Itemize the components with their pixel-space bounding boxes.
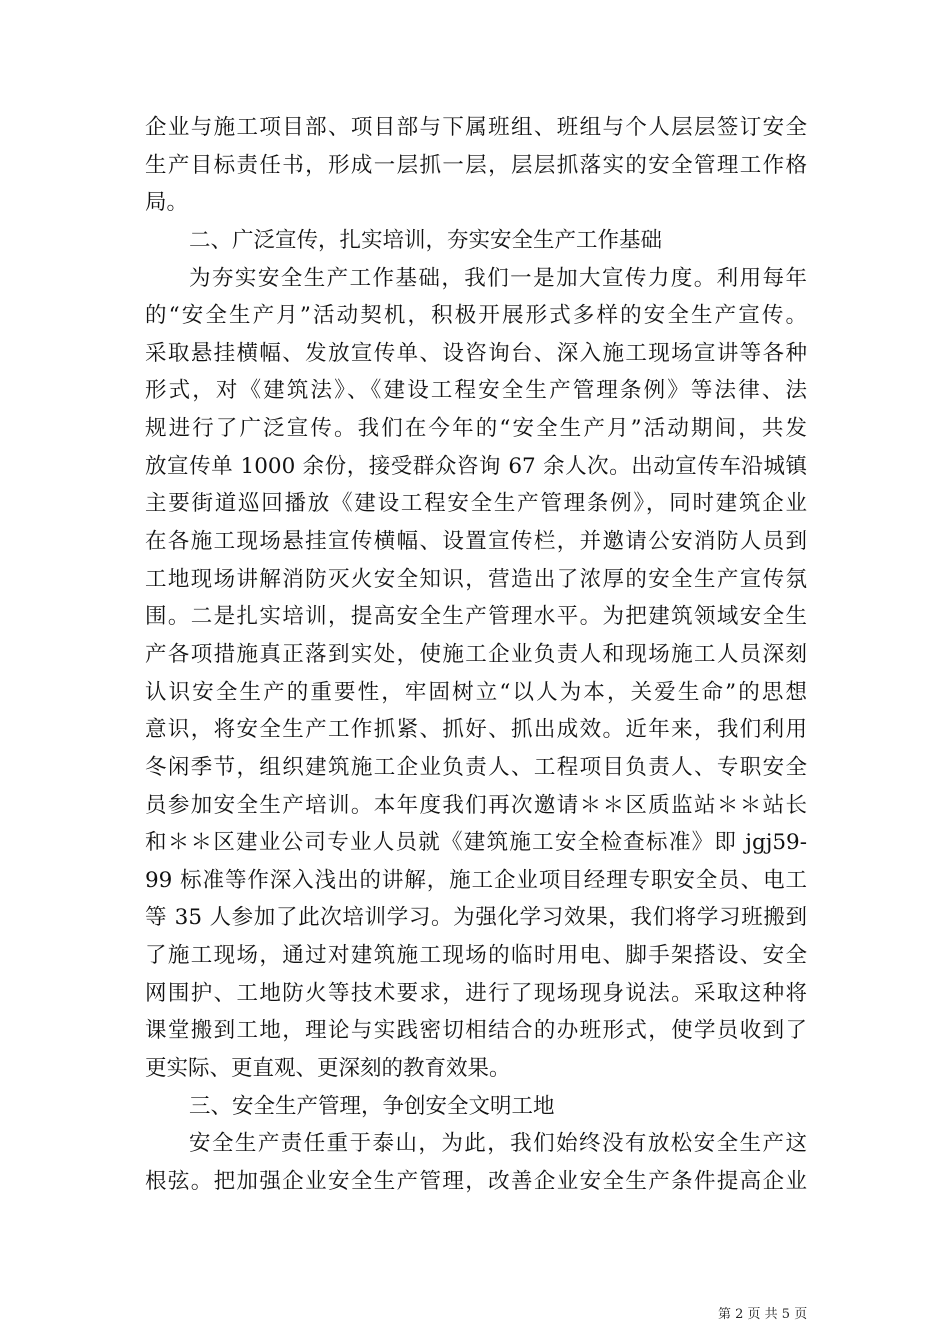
text-line: 员参加安全生产培训。本年度我们再次邀请＊＊区质监站＊＊站长 xyxy=(145,792,807,818)
text-line: 了施工现场，通过对建筑施工现场的临时用电、脚手架搭设、安全 xyxy=(145,943,807,969)
text-line: 生产目标责任书，形成一层抓一层，层层抓落实的安全管理工作格 xyxy=(145,152,807,178)
text-line: 放宣传单 1000 余份，接受群众咨询 67 余人次。出动宣传车沿城镇 xyxy=(145,453,807,479)
page-number: 第 2 页 共 5 页 xyxy=(718,1307,808,1322)
text-line: 主要街道巡回播放《建设工程安全生产管理条例》，同时建筑企业 xyxy=(145,491,807,517)
text-line: 采取悬挂横幅、发放宣传单、设咨询台、深入施工现场宣讲等各种 xyxy=(145,340,807,366)
text-line: 等 35 人参加了此次培训学习。为强化学习效果，我们将学习班搬到 xyxy=(145,905,807,931)
text-line: 规进行了广泛宣传。我们在今年的“安全生产月”活动期间，共发 xyxy=(145,416,807,442)
document-body xyxy=(145,109,807,1201)
text-line: 围。二是扎实培训，提高安全生产管理水平。为把建筑领域安全生 xyxy=(145,604,807,630)
text-line: 意识，将安全生产工作抓紧、抓好、抓出成效。近年来，我们利用 xyxy=(145,717,807,743)
text-line: 工地现场讲解消防灭火安全知识，营造出了浓厚的安全生产宣传氛 xyxy=(145,566,807,592)
text-line: 企业与施工项目部、项目部与下属班组、班组与个人层层签订安全 xyxy=(145,115,807,140)
text-line: 99 标准等作深入浅出的讲解，施工企业项目经理专职安全员、电工 xyxy=(145,867,807,893)
text-line: 局。 xyxy=(145,190,189,216)
section-heading: 二、广泛宣传，扎实培训，夯实安全生产工作基础 xyxy=(189,227,663,253)
text-line: 根弦。把加强企业安全生产管理，改善企业安全生产条件提高企业 xyxy=(145,1168,807,1194)
text-line: 更实际、更直观、更深刻的教育效果。 xyxy=(145,1056,511,1082)
text-line: 的“安全生产月”活动契机，积极开展形式多样的安全生产宣传。 xyxy=(145,303,807,329)
text-line: 和＊＊区建业公司专业人员就《建筑施工安全检查标准》即 jgj59- xyxy=(145,830,807,856)
text-line: 产各项措施真正落到实处，使施工企业负责人和现场施工人员深刻 xyxy=(145,641,807,667)
text-line: 形式，对《建筑法》、《建设工程安全生产管理条例》等法律、法 xyxy=(145,378,807,404)
text-line: 认识安全生产的重要性，牢固树立“以人为本，关爱生命”的思想 xyxy=(145,679,807,705)
text-line: 安全生产责任重于泰山，为此，我们始终没有放松安全生产这 xyxy=(189,1131,807,1157)
text-line: 为夯实安全生产工作基础，我们一是加大宣传力度。利用每年 xyxy=(189,265,807,291)
text-line: 在各施工现场悬挂宣传横幅、设置宣传栏，并邀请公安消防人员到 xyxy=(145,529,807,555)
text-line: 冬闲季节，组织建筑施工企业负责人、工程项目负责人、专职安全 xyxy=(145,754,807,780)
text-line: 网围护、工地防火等技术要求，进行了现场现身说法。采取这种将 xyxy=(145,980,807,1006)
section-heading: 三、安全生产管理，争创安全文明工地 xyxy=(189,1093,555,1119)
text-line: 课堂搬到工地，理论与实践密切相结合的办班形式，使学员收到了 xyxy=(145,1018,807,1044)
